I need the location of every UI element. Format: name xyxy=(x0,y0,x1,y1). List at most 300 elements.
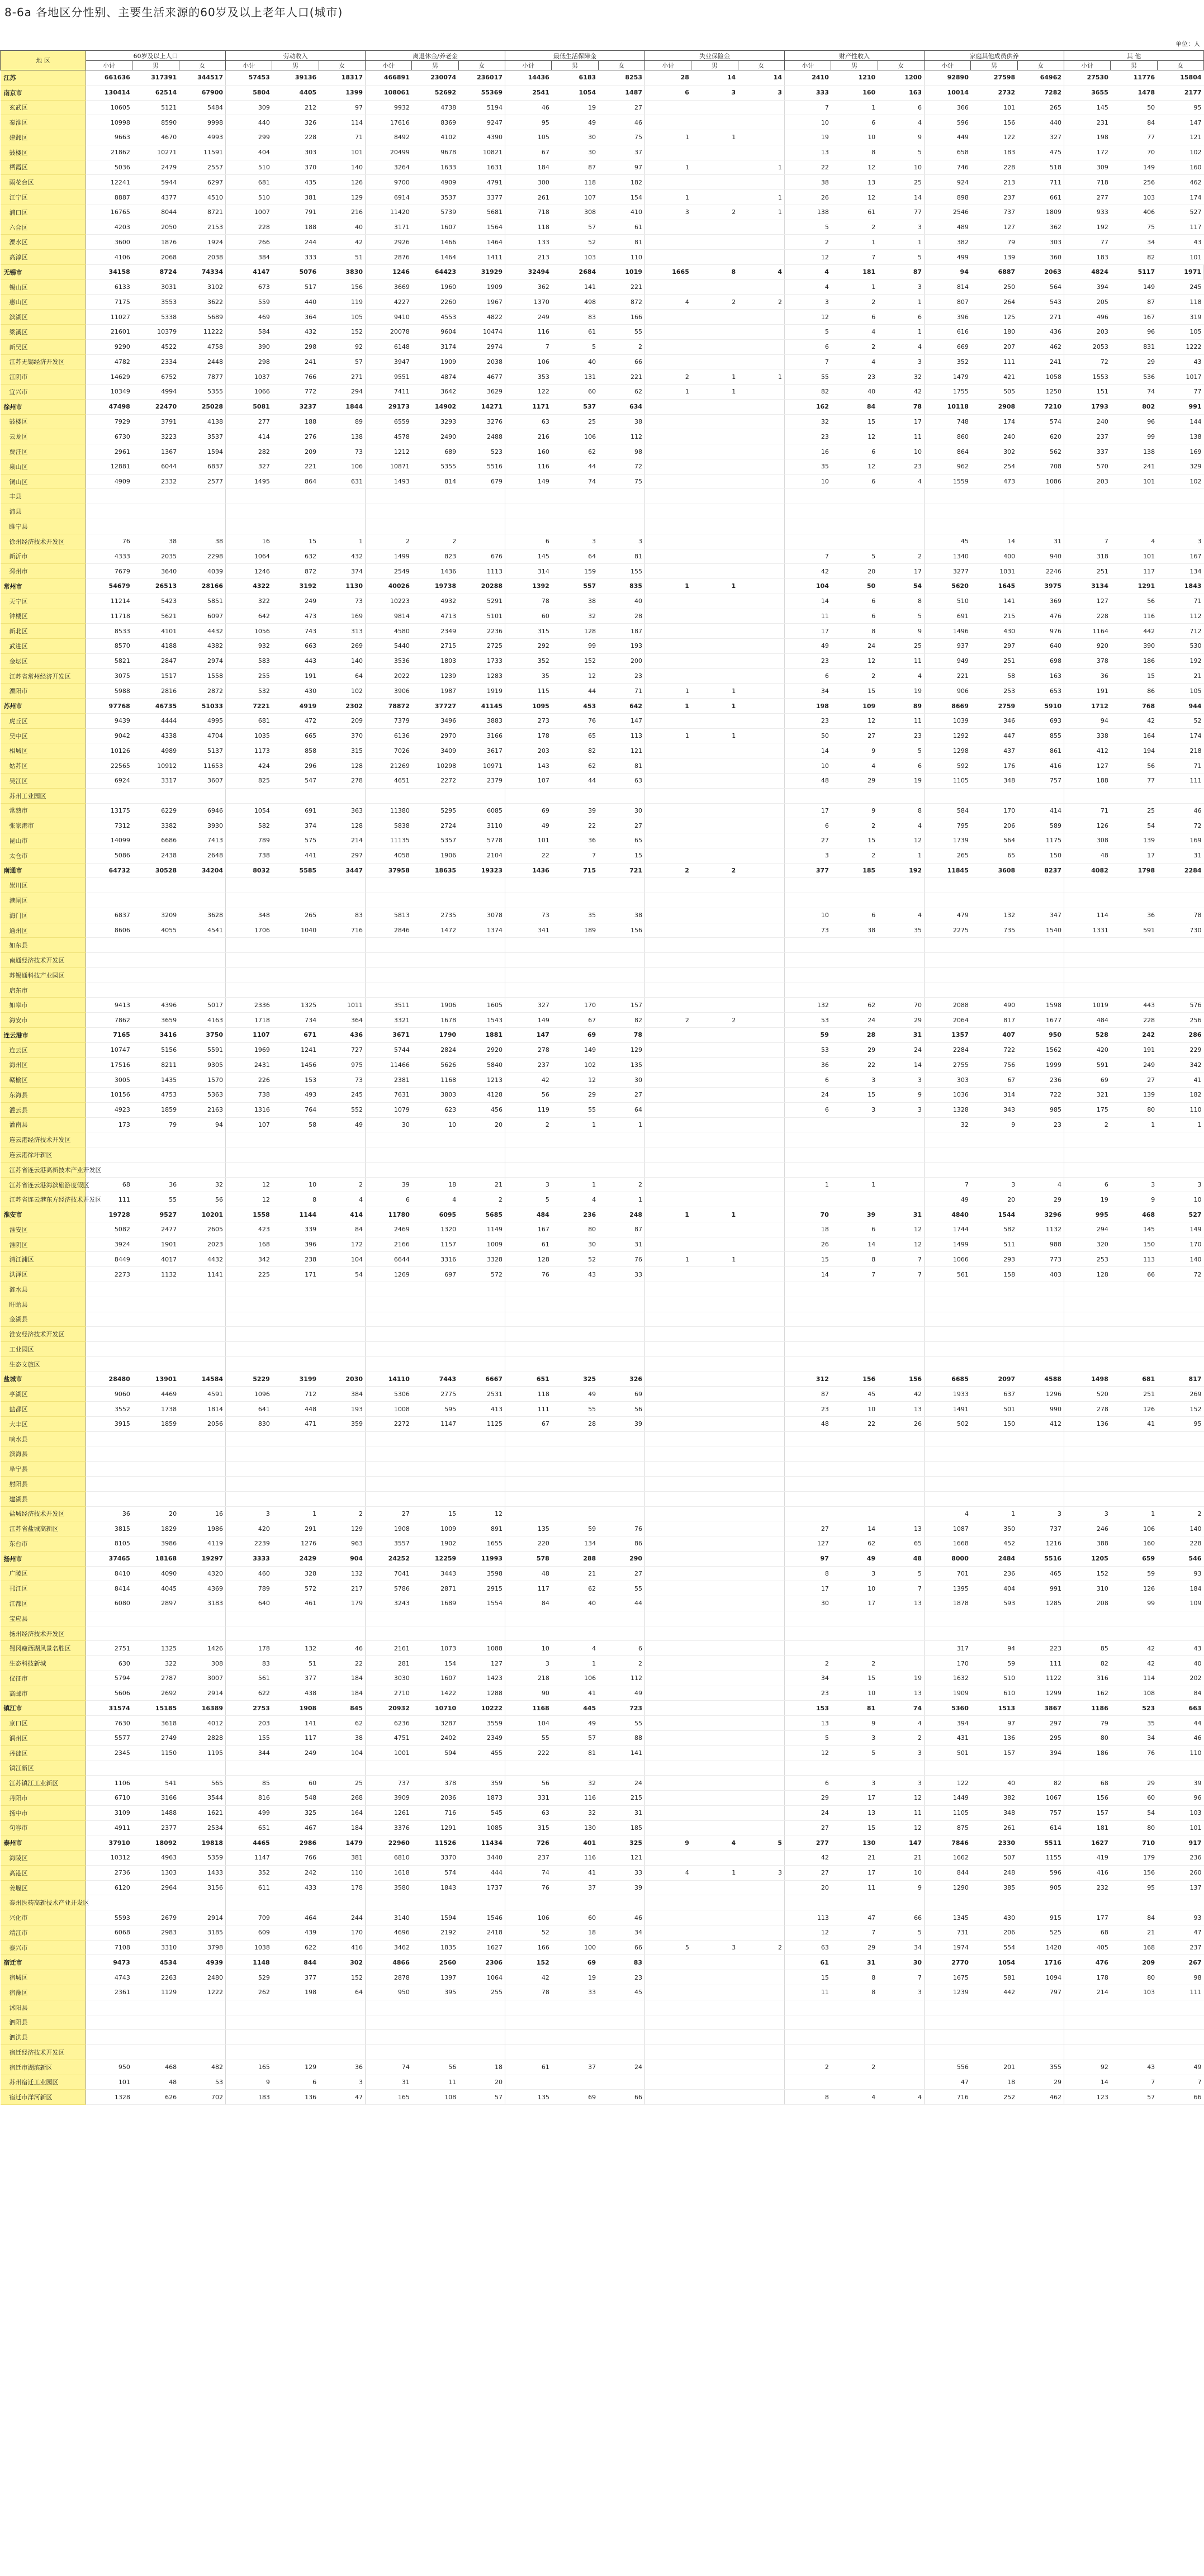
cell-value: 237 xyxy=(505,1851,552,1866)
cell-value: 1303 xyxy=(132,1865,179,1880)
table-row xyxy=(1,175,1204,190)
cell-value: 344517 xyxy=(179,70,225,86)
cell-value: 68 xyxy=(86,1177,132,1192)
cell-value: 1017 xyxy=(1157,369,1203,385)
region-name: 射阳县 xyxy=(1,1476,86,1491)
cell-value: 130414 xyxy=(86,85,132,100)
cell-value xyxy=(1017,1761,1064,1776)
cell-value: 137 xyxy=(1157,1880,1203,1895)
cell-value xyxy=(645,1402,691,1417)
cell-value: 2534 xyxy=(179,1820,225,1835)
cell-value: 352 xyxy=(505,653,552,668)
region-name: 江苏省连云港高新技术产业开发区 xyxy=(1,1162,86,1177)
cell-value xyxy=(691,1551,738,1566)
header-sub-2: 女 xyxy=(738,61,784,70)
table-row xyxy=(1,414,1204,429)
cell-value: 3 xyxy=(598,534,644,549)
cell-value: 28 xyxy=(831,1028,878,1043)
cell-value: 626 xyxy=(132,2090,179,2105)
cell-value: 15185 xyxy=(132,1701,179,1716)
cell-value: 46 xyxy=(505,100,552,115)
cell-value xyxy=(645,2075,691,2090)
cell-value xyxy=(971,504,1017,519)
cell-value: 242 xyxy=(272,1865,319,1880)
region-name: 天宁区 xyxy=(1,594,86,609)
region-name: 启东市 xyxy=(1,983,86,998)
cell-value xyxy=(831,2030,878,2045)
cell-value xyxy=(691,1446,738,1462)
cell-value: 221 xyxy=(925,668,971,684)
cell-value xyxy=(132,878,179,893)
cell-value: 3370 xyxy=(412,1851,458,1866)
cell-value: 4338 xyxy=(132,728,179,743)
cell-value xyxy=(738,1402,784,1417)
table-row xyxy=(1,1626,1204,1641)
cell-value: 182 xyxy=(598,175,644,190)
cell-value: 529 xyxy=(226,1970,272,1985)
cell-value: 55 xyxy=(132,1192,179,1207)
cell-value: 2914 xyxy=(179,1910,225,1925)
table-row xyxy=(1,1342,1204,1357)
cell-value: 359 xyxy=(458,1776,505,1791)
cell-value: 14 xyxy=(785,743,831,758)
table-row xyxy=(1,1686,1204,1701)
cell-value: 145 xyxy=(505,549,552,564)
cell-value: 58 xyxy=(971,668,1017,684)
cell-value xyxy=(366,1327,412,1342)
cell-value: 296 xyxy=(272,758,319,774)
cell-value: 318 xyxy=(1064,549,1111,564)
cell-value xyxy=(1064,1611,1111,1626)
cell-value: 1881 xyxy=(458,1028,505,1043)
region-name: 武进区 xyxy=(1,639,86,654)
cell-value xyxy=(1157,1895,1203,1910)
cell-value xyxy=(738,818,784,833)
table-row xyxy=(1,339,1204,354)
cell-value xyxy=(785,1761,831,1776)
cell-value xyxy=(226,2045,272,2060)
cell-value: 3 xyxy=(785,848,831,863)
cell-value: 3 xyxy=(1111,1177,1157,1192)
cell-value xyxy=(179,1282,225,1297)
cell-value: 11214 xyxy=(86,594,132,609)
cell-value: 2490 xyxy=(412,429,458,444)
cell-value: 303 xyxy=(1017,235,1064,250)
cell-value: 333 xyxy=(272,250,319,265)
cell-value xyxy=(598,2030,644,2045)
cell-value xyxy=(272,788,319,803)
table-row xyxy=(1,1581,1204,1596)
cell-value: 13 xyxy=(831,1805,878,1820)
cell-value xyxy=(458,1147,505,1163)
cell-value: 572 xyxy=(272,1581,319,1596)
cell-value: 2 xyxy=(878,1730,924,1745)
cell-value xyxy=(738,1372,784,1387)
cell-value xyxy=(179,1626,225,1641)
cell-value: 1678 xyxy=(412,1013,458,1028)
cell-value: 302 xyxy=(319,1955,365,1970)
cell-value: 315 xyxy=(505,624,552,639)
cell-value xyxy=(645,668,691,684)
cell-value: 8 xyxy=(831,1970,878,1985)
cell-value: 2448 xyxy=(179,354,225,369)
cell-value xyxy=(226,893,272,908)
cell-value: 59 xyxy=(552,1521,598,1536)
table-row xyxy=(1,639,1204,654)
cell-value xyxy=(272,2030,319,2045)
cell-value: 6 xyxy=(831,1222,878,1237)
cell-value: 1 xyxy=(552,1177,598,1192)
cell-value: 151 xyxy=(1064,385,1111,400)
cell-value: 479 xyxy=(925,908,971,923)
cell-value: 2964 xyxy=(132,1880,179,1895)
cell-value: 9247 xyxy=(458,115,505,130)
cell-value xyxy=(691,2045,738,2060)
cell-value xyxy=(738,235,784,250)
cell-value xyxy=(785,489,831,504)
table-row xyxy=(1,998,1204,1013)
cell-value: 9042 xyxy=(86,728,132,743)
cell-value: 162 xyxy=(785,399,831,414)
table-row xyxy=(1,983,1204,998)
cell-value xyxy=(458,2030,505,2045)
cell-value: 10 xyxy=(831,1402,878,1417)
cell-value: 1037 xyxy=(226,369,272,385)
cell-value: 11776 xyxy=(1111,70,1157,86)
cell-value xyxy=(691,444,738,459)
cell-value: 113 xyxy=(785,1910,831,1925)
cell-value xyxy=(691,653,738,668)
cell-value: 1 xyxy=(831,100,878,115)
cell-value: 817 xyxy=(971,1013,1017,1028)
cell-value: 416 xyxy=(319,1940,365,1955)
cell-value: 112 xyxy=(598,1671,644,1686)
cell-value: 104 xyxy=(319,1252,365,1267)
region-name: 灌云县 xyxy=(1,1102,86,1117)
cell-value: 377 xyxy=(272,1671,319,1686)
cell-value: 139 xyxy=(1111,833,1157,848)
cell-value: 814 xyxy=(925,279,971,295)
cell-value: 6297 xyxy=(179,175,225,190)
cell-value xyxy=(691,1656,738,1671)
cell-value xyxy=(645,354,691,369)
region-name: 高邮市 xyxy=(1,1686,86,1701)
cell-value: 188 xyxy=(272,414,319,429)
cell-value: 3553 xyxy=(132,295,179,310)
cell-value xyxy=(785,1641,831,1656)
cell-value: 772 xyxy=(272,385,319,400)
cell-value: 10271 xyxy=(132,145,179,160)
cell-value xyxy=(598,1611,644,1626)
cell-value: 8044 xyxy=(132,205,179,220)
cell-value: 181 xyxy=(831,264,878,279)
cell-value: 4390 xyxy=(458,130,505,145)
cell-value: 68 xyxy=(1064,1776,1111,1791)
cell-value: 1392 xyxy=(505,579,552,594)
cell-value: 167 xyxy=(1157,549,1203,564)
table-row xyxy=(1,818,1204,833)
table-row xyxy=(1,1521,1204,1536)
cell-value: 1 xyxy=(878,325,924,340)
cell-value: 73 xyxy=(319,1073,365,1088)
table-row xyxy=(1,399,1204,414)
cell-value: 2284 xyxy=(1157,863,1203,878)
cell-value xyxy=(691,160,738,175)
cell-value: 6 xyxy=(598,1641,644,1656)
cell-value: 109 xyxy=(1157,1596,1203,1611)
cell-value: 2 xyxy=(738,1940,784,1955)
cell-value: 661636 xyxy=(86,70,132,86)
cell-value: 7877 xyxy=(179,369,225,385)
cell-value: 3447 xyxy=(319,863,365,878)
cell-value: 69 xyxy=(552,1955,598,1970)
cell-value: 9527 xyxy=(132,1207,179,1222)
cell-value: 97 xyxy=(971,1716,1017,1731)
cell-value: 6559 xyxy=(366,414,412,429)
cell-value xyxy=(645,1761,691,1776)
cell-value xyxy=(1064,1446,1111,1462)
cell-value: 995 xyxy=(1064,1207,1111,1222)
cell-value: 825 xyxy=(226,773,272,788)
cell-value: 4396 xyxy=(132,998,179,1013)
cell-value: 94 xyxy=(971,1641,1017,1656)
cell-value: 5 xyxy=(552,339,598,354)
cell-value: 10201 xyxy=(179,1207,225,1222)
cell-value xyxy=(645,1745,691,1761)
cell-value: 4758 xyxy=(179,339,225,354)
cell-value: 1129 xyxy=(132,1985,179,2000)
cell-value xyxy=(878,983,924,998)
cell-value: 119 xyxy=(319,295,365,310)
cell-value: 944 xyxy=(1157,699,1203,714)
cell-value: 82 xyxy=(1064,1656,1111,1671)
cell-value: 30528 xyxy=(132,863,179,878)
cell-value: 5786 xyxy=(366,1581,412,1596)
table-row xyxy=(1,2060,1204,2075)
cell-value: 112 xyxy=(1157,609,1203,624)
cell-value xyxy=(366,967,412,983)
cell-value: 51 xyxy=(319,250,365,265)
cell-value: 1902 xyxy=(412,1536,458,1552)
cell-value: 591 xyxy=(1111,923,1157,938)
cell-value: 565 xyxy=(179,1776,225,1791)
region-name: 江苏省盐城高新区 xyxy=(1,1521,86,1536)
cell-value: 292 xyxy=(505,639,552,654)
cell-value xyxy=(738,1222,784,1237)
cell-value: 7631 xyxy=(366,1088,412,1103)
region-name: 金湖县 xyxy=(1,1312,86,1327)
cell-value: 1689 xyxy=(412,1596,458,1611)
cell-value xyxy=(971,1342,1017,1357)
cell-value: 8606 xyxy=(86,923,132,938)
cell-value xyxy=(1064,1476,1111,1491)
cell-value: 11135 xyxy=(366,833,412,848)
cell-value xyxy=(1017,953,1064,968)
cell-value: 46 xyxy=(319,1641,365,1656)
cell-value xyxy=(1157,953,1203,968)
cell-value: 127 xyxy=(971,220,1017,235)
cell-value: 74 xyxy=(505,1865,552,1880)
table-row xyxy=(1,1730,1204,1745)
cell-value xyxy=(738,2030,784,2045)
cell-value: 10 xyxy=(1157,1192,1203,1207)
cell-value xyxy=(319,2000,365,2015)
cell-value xyxy=(458,2000,505,2015)
cell-value: 6685 xyxy=(925,1372,971,1387)
cell-value: 4743 xyxy=(86,1970,132,1985)
cell-value: 22 xyxy=(505,848,552,863)
cell-value: 1340 xyxy=(925,549,971,564)
cell-value: 7 xyxy=(831,1267,878,1282)
cell-value xyxy=(691,354,738,369)
cell-value xyxy=(785,1297,831,1312)
cell-value: 152 xyxy=(319,325,365,340)
cell-value: 440 xyxy=(272,295,319,310)
cell-value: 19 xyxy=(1064,1192,1111,1207)
cell-value xyxy=(738,399,784,414)
cell-value: 61 xyxy=(785,1955,831,1970)
cell-value xyxy=(598,893,644,908)
cell-value xyxy=(691,1701,738,1716)
cell-value: 596 xyxy=(1017,1865,1064,1880)
cell-value xyxy=(645,1955,691,1970)
cell-value: 152 xyxy=(1064,1566,1111,1581)
cell-value: 119 xyxy=(505,1102,552,1117)
cell-value xyxy=(691,788,738,803)
cell-value: 737 xyxy=(1017,1521,1064,1536)
cell-value: 3 xyxy=(1017,1506,1064,1521)
cell-value: 157 xyxy=(971,1745,1017,1761)
cell-value xyxy=(785,519,831,534)
cell-value: 6 xyxy=(878,310,924,325)
cell-value: 722 xyxy=(971,1042,1017,1057)
cell-value xyxy=(179,2030,225,2045)
cell-value: 4227 xyxy=(366,295,412,310)
cell-value: 176 xyxy=(971,758,1017,774)
cell-value: 203 xyxy=(1064,325,1111,340)
cell-value: 15804 xyxy=(1157,70,1203,86)
cell-value: 254 xyxy=(971,459,1017,474)
cell-value: 169 xyxy=(1157,444,1203,459)
cell-value xyxy=(645,2045,691,2060)
cell-value: 12 xyxy=(785,310,831,325)
cell-value: 1487 xyxy=(598,85,644,100)
cell-value xyxy=(645,1132,691,1147)
cell-value xyxy=(179,519,225,534)
cell-value xyxy=(738,310,784,325)
cell-value: 179 xyxy=(319,1596,365,1611)
cell-value xyxy=(925,938,971,953)
cell-value: 110 xyxy=(319,1865,365,1880)
cell-value xyxy=(412,938,458,953)
cell-value xyxy=(552,1327,598,1342)
cell-value: 1491 xyxy=(925,1402,971,1417)
cell-value: 29 xyxy=(831,773,878,788)
cell-value: 8253 xyxy=(598,70,644,86)
cell-value: 5794 xyxy=(86,1671,132,1686)
cell-value: 2236 xyxy=(458,624,505,639)
cell-value: 610 xyxy=(971,1686,1017,1701)
cell-value xyxy=(738,668,784,684)
cell-value: 3075 xyxy=(86,668,132,684)
region-name: 高港区 xyxy=(1,1865,86,1880)
cell-value: 89 xyxy=(878,699,924,714)
cell-value: 396 xyxy=(925,310,971,325)
cell-value xyxy=(226,1491,272,1506)
cell-value: 114 xyxy=(319,115,365,130)
cell-value: 277 xyxy=(226,414,272,429)
cell-value: 157 xyxy=(598,998,644,1013)
table-row xyxy=(1,1985,1204,2000)
cell-value: 15 xyxy=(831,1671,878,1686)
cell-value xyxy=(226,504,272,519)
cell-value xyxy=(505,519,552,534)
table-row xyxy=(1,534,1204,549)
cell-value: 661 xyxy=(1017,190,1064,205)
region-name: 靖江市 xyxy=(1,1925,86,1940)
cell-value: 43 xyxy=(1157,354,1203,369)
cell-value: 313 xyxy=(319,624,365,639)
cell-value: 48 xyxy=(132,2075,179,2090)
cell-value: 20 xyxy=(971,1192,1017,1207)
cell-value: 4670 xyxy=(132,130,179,145)
cell-value: 115 xyxy=(505,684,552,699)
cell-value: 23 xyxy=(785,429,831,444)
cell-value xyxy=(831,938,878,953)
cell-value: 1706 xyxy=(226,923,272,938)
cell-value xyxy=(1157,1297,1203,1312)
cell-value: 2684 xyxy=(552,264,598,279)
cell-value: 47498 xyxy=(86,399,132,414)
cell-value: 78 xyxy=(505,594,552,609)
cell-value: 1 xyxy=(691,684,738,699)
table-row xyxy=(1,2090,1204,2105)
region-name: 阜宁县 xyxy=(1,1462,86,1477)
cell-value: 31929 xyxy=(458,264,505,279)
cell-value: 192 xyxy=(1157,653,1203,668)
cell-value xyxy=(831,878,878,893)
table-body xyxy=(1,70,1204,2105)
region-name: 昆山市 xyxy=(1,833,86,848)
cell-value xyxy=(645,2000,691,2015)
cell-value xyxy=(738,1551,784,1566)
cell-value xyxy=(738,1955,784,1970)
cell-value: 449 xyxy=(925,130,971,145)
cell-value: 6097 xyxy=(179,609,225,624)
cell-value: 116 xyxy=(505,325,552,340)
cell-value: 5423 xyxy=(132,594,179,609)
cell-value xyxy=(598,1147,644,1163)
cell-value: 298 xyxy=(226,354,272,369)
cell-value: 6887 xyxy=(971,264,1017,279)
cell-value: 2755 xyxy=(925,1057,971,1073)
cell-value: 42 xyxy=(1111,1641,1157,1656)
cell-value: 228 xyxy=(226,220,272,235)
table-row xyxy=(1,1207,1204,1222)
cell-value: 5606 xyxy=(86,1686,132,1701)
cell-value: 31 xyxy=(831,1955,878,1970)
table-row xyxy=(1,1641,1204,1656)
cell-value: 42 xyxy=(1111,1656,1157,1671)
table-row xyxy=(1,624,1204,639)
cell-value: 25 xyxy=(878,175,924,190)
cell-value xyxy=(691,1192,738,1207)
region-name: 如东县 xyxy=(1,938,86,953)
cell-value: 443 xyxy=(272,653,319,668)
cell-value xyxy=(691,2090,738,2105)
cell-value xyxy=(925,1431,971,1446)
cell-value: 7165 xyxy=(86,1028,132,1043)
